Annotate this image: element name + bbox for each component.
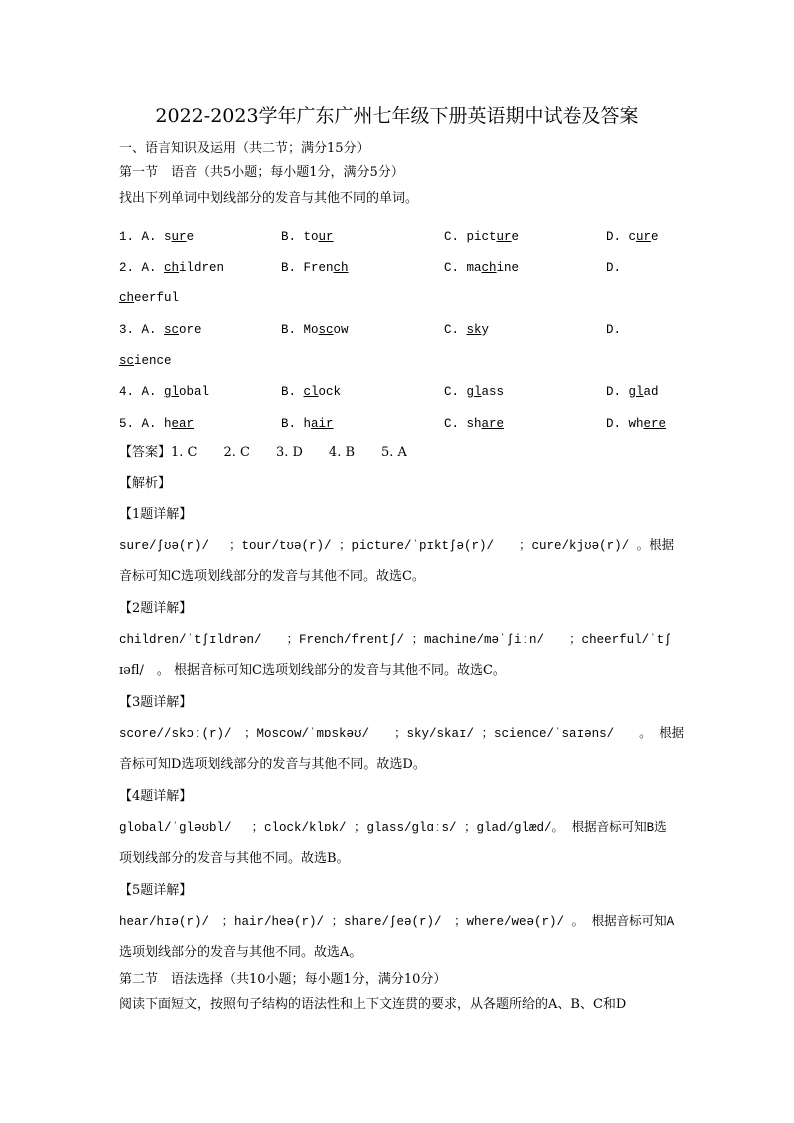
option-letter: D. [606, 261, 629, 275]
option-word-text: y [481, 323, 490, 337]
detail-text: 音标可知D选项划线部分的发音与其他不同。故选D。 [119, 757, 426, 772]
option-letter: A. [141, 417, 165, 431]
question-option [444, 321, 489, 339]
option-letter: D. [606, 230, 629, 244]
option-word-text: ine [496, 261, 520, 275]
option-word-text: ma [466, 261, 482, 275]
option-underlined-part: sk [466, 323, 482, 337]
question-option [119, 383, 209, 401]
option-letter: A. [141, 385, 165, 399]
option-letter: A. [141, 261, 165, 275]
part1-heading: 一、语言知识及运用（共二节；满分15分） [119, 141, 370, 156]
option-underlined-part: sc [119, 354, 135, 368]
question-option [606, 259, 629, 277]
option-word-text: s [164, 230, 172, 244]
option-word-text: pict [466, 230, 497, 244]
section2-heading: 第二节 语法选择（共10小题；每小题1分，满分10分） [119, 972, 447, 987]
question-number: 3. [119, 323, 142, 337]
option-letter: D. [606, 385, 629, 399]
option-underlined-part: cl [303, 385, 319, 399]
option-underlined-part: ur [171, 230, 187, 244]
question-option [119, 321, 202, 339]
question-option [281, 321, 349, 339]
option-word-text: ildren [179, 261, 225, 275]
detail-heading: 【4题详解】 [119, 789, 193, 804]
option-letter: C. [444, 261, 467, 275]
detail-text: global/ˈɡləʊbl/ ；clock/klɒk/ ；glass/ɡlɑːs/ ；glad/ɡlæd/。 根据音标可知B选 [119, 821, 667, 835]
option-word-wrapped [119, 352, 172, 370]
question-number: 2. [119, 261, 142, 275]
option-underlined-part: ur [496, 230, 512, 244]
option-letter: B. [281, 417, 304, 431]
question-number: 1. [119, 230, 142, 244]
option-underlined-part: are [481, 417, 505, 431]
option-word-text: ass [481, 385, 505, 399]
question-option [119, 259, 224, 277]
question-option [119, 415, 194, 433]
option-letter: A. [141, 230, 165, 244]
question-option [281, 415, 334, 433]
option-underlined-part: ch [481, 261, 497, 275]
question-option [444, 383, 504, 401]
option-word-text: h [303, 417, 312, 431]
option-letter: D. [606, 417, 629, 431]
option-underlined-part: ch [119, 291, 135, 305]
option-word-text: ad [643, 385, 659, 399]
detail-text: 音标可知C选项划线部分的发音与其他不同。故选C。 [119, 569, 425, 584]
detail-heading: 【1题详解】 [119, 507, 193, 522]
option-underlined-part: ere [643, 417, 667, 431]
option-letter: C. [444, 230, 467, 244]
option-word-text: Fren [303, 261, 334, 275]
question-option [444, 415, 504, 433]
detail-heading: 【5题详解】 [119, 883, 193, 898]
option-letter: D. [606, 323, 629, 337]
option-letter: B. [281, 323, 304, 337]
option-underlined-part: gl [164, 385, 180, 399]
option-underlined-part: ur [318, 230, 334, 244]
option-letter: C. [444, 385, 467, 399]
question-option [606, 415, 666, 433]
analysis-heading: 【解析】 [119, 476, 172, 491]
option-word-text: h [164, 417, 172, 431]
option-letter: C. [444, 323, 467, 337]
option-word-text: e [511, 230, 520, 244]
section2-instruction: 阅读下面短文，按照句子结构的语法性和上下文连贯的要求，从各题所给的A、B、C和D [119, 997, 627, 1012]
option-word-text: ock [318, 385, 342, 399]
question-option [281, 259, 349, 277]
detail-heading: 【2题详解】 [119, 601, 193, 616]
question-option [606, 321, 629, 339]
option-word-text: ore [179, 323, 202, 337]
question-option [606, 228, 659, 246]
option-word-text: eerful [134, 291, 180, 305]
option-letter: C. [444, 417, 467, 431]
option-word-text: e [651, 230, 659, 244]
option-underlined-part: gl [628, 385, 644, 399]
option-word-wrapped [119, 289, 179, 307]
question-option [281, 228, 334, 246]
option-underlined-part: ch [333, 261, 349, 275]
detail-text: 选项划线部分的发音与其他不同。故选A。 [119, 945, 363, 960]
option-letter: B. [281, 385, 304, 399]
detail-text: sure/ʃʊə(r)/ ；tour/tʊə(r)/ ；picture/ˈpɪktʃə(r)/ ；cure/kjʊə(r)/ 。根据 [119, 539, 675, 553]
question-option [606, 383, 659, 401]
page-title: 2022-2023学年广东广州七年级下册英语期中试卷及答案 [155, 105, 639, 127]
section1-instruction: 找出下列单词中划线部分的发音与其他不同的单词。 [119, 191, 419, 206]
option-underlined-part: sc [318, 323, 334, 337]
question-number: 5. [119, 417, 142, 431]
option-underlined-part: ear [171, 417, 195, 431]
option-word-text: wh [628, 417, 644, 431]
section1-heading: 第一节 语音（共5小题；每小题1分，满分5分） [119, 165, 404, 180]
detail-text: ɪəfl/ 。 根据音标可知C选项划线部分的发音与其他不同。故选C。 [119, 663, 506, 678]
option-word-text: sh [466, 417, 482, 431]
detail-text: score//skɔː(r)/ ；Moscow/ˈmɒskəʊ/ ；sky/skaɪ/ ；science/ˈsaɪəns/ 。 根据 [119, 727, 685, 741]
option-underlined-part: air [311, 417, 334, 431]
detail-heading: 【3题详解】 [119, 695, 193, 710]
question-option [281, 383, 341, 401]
option-underlined-part: gl [466, 385, 482, 399]
option-word-text: c [628, 230, 637, 244]
detail-text: children/ˈtʃɪldrən/ ；French/frentʃ/ ；machine/məˈʃiːn/ ；cheerful/ˈtʃ [119, 633, 672, 647]
option-letter: A. [141, 323, 165, 337]
option-letter: B. [281, 230, 304, 244]
option-underlined-part: ur [636, 230, 652, 244]
question-option [119, 228, 194, 246]
option-word-text: ow [333, 323, 349, 337]
option-letter: B. [281, 261, 304, 275]
detail-text: hear/hɪə(r)/ ；hair/heə(r)/ ；share/ʃeə(r)/ ；where/weə(r)/ 。 根据音标可知A [119, 915, 675, 929]
option-word-text: to [303, 230, 319, 244]
option-word-text: obal [179, 385, 210, 399]
option-underlined-part: ch [164, 261, 180, 275]
option-word-text: Mo [303, 323, 319, 337]
option-underlined-part: sc [164, 323, 180, 337]
question-option [444, 228, 519, 246]
option-word-text: ience [134, 354, 172, 368]
question-option [444, 259, 519, 277]
answer-line: 【答案】1. C 2. C 3. D 4. B 5. A [119, 445, 407, 460]
question-number: 4. [119, 385, 142, 399]
option-word-text: e [186, 230, 195, 244]
detail-text: 项划线部分的发音与其他不同。故选B。 [119, 851, 350, 866]
